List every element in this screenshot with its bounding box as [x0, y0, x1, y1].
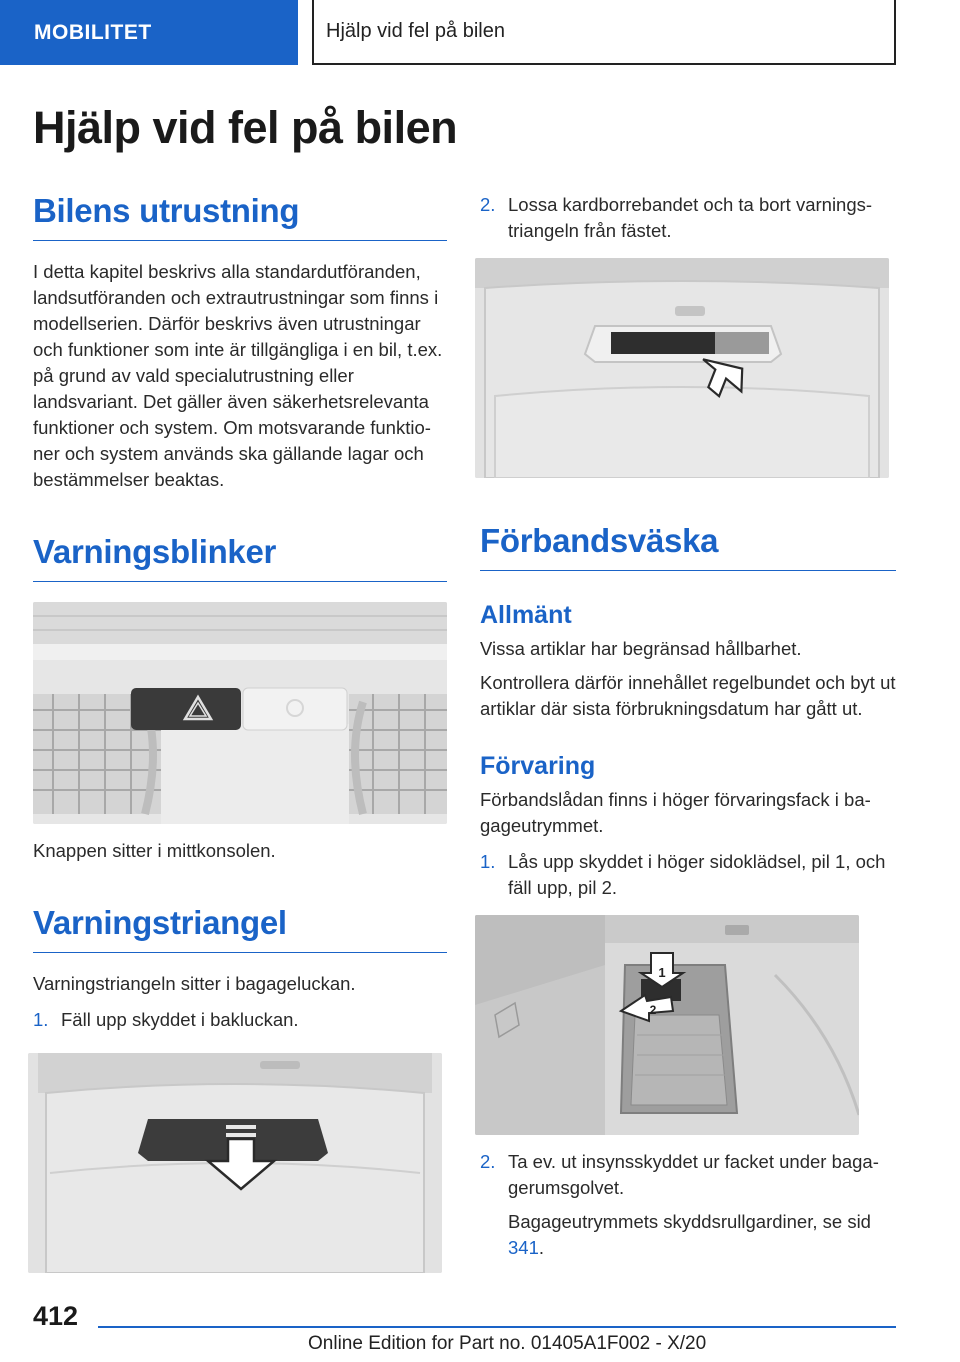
section-tab [0, 0, 298, 65]
page-number: 412 [33, 1301, 79, 1331]
footer-edition: Online Edition for Part no. 01405A1F002 - X/20 [308, 1333, 707, 1354]
step-text: Lås upp skyddet i höger sidoklädsel, pil 1, och fäll upp, pil 2. [508, 851, 886, 898]
arrow-2-label: 2 [649, 1003, 657, 1017]
allmant-text-1: Vissa artiklar har begränsad hållbarhet. [480, 638, 802, 659]
step-2-reference [480, 1209, 896, 1261]
forvaring-text: Förbandslådan finns i höger förvaringsfack i ba‐gageutrymmet. [480, 789, 871, 836]
arrow-1-label: 1 [658, 965, 666, 980]
hazard-switch-illustration [33, 602, 447, 824]
trunk-compartment-image [475, 915, 859, 1135]
heading-forbandsvaska: Förbandsväska [480, 522, 896, 571]
section-label: MOBILITET [34, 20, 152, 44]
hazard-switch-image [33, 602, 447, 824]
triangle-bracket-image [475, 258, 889, 478]
heading-forvaring: Förvaring [480, 752, 596, 780]
tailgate-cover-image [28, 1053, 442, 1273]
page-title: Hjälp vid fel på bilen [33, 102, 458, 153]
page-reference-link[interactable]: 341 [508, 1237, 539, 1258]
tailgate-cover-illustration [28, 1053, 442, 1273]
chapter-label: Hjälp vid fel på bilen [326, 20, 505, 42]
varningsblinker-caption: Knappen sitter i mittkonsolen. [33, 840, 276, 861]
footer-divider [98, 1326, 896, 1328]
varningstriangel-intro: Varningstriangeln sitter i bagageluckan. [33, 973, 356, 994]
trunk-compartment-illustration [475, 915, 859, 1135]
step-text: Fäll upp skyddet i bakluckan. [61, 1009, 299, 1030]
reference-end: . [538, 1237, 545, 1258]
heading-bilens-utrustning: Bilens utrustning [33, 192, 447, 241]
step-number: 1. [480, 851, 496, 872]
heading-varningsblinker: Varningsblinker [33, 533, 447, 582]
reference-text: Bagageutrymmets skyddsrullgardiner, se sid [508, 1211, 871, 1232]
forvaring-step-2 [480, 1149, 896, 1201]
step-number: 2. [480, 1151, 496, 1172]
heading-varningstriangel: Varningstriangel [33, 904, 447, 953]
left-column [33, 192, 447, 1273]
step-text: Lossa kardborrebandet och ta bort varnings‐triangeln från fästet. [508, 194, 873, 241]
right-column [480, 192, 896, 1261]
heading-allmant: Allmänt [480, 601, 572, 629]
forvaring-step-1 [480, 849, 896, 901]
step-text: Ta ev. ut insynsskyddet ur facket under baga‐gerumsgolvet. [508, 1151, 879, 1198]
triangel-step-2 [480, 192, 896, 244]
bilens-utrustning-text: I detta kapitel beskrivs alla standardutföranden, landsutföranden och extrautrustningar som finns i modellserien. Därför beskrivs även utrustningar och funktioner som inte är tillgängliga i en bil, t.ex. på grund av vald specialutrustning eller landsvariant. Det gäller även säkerhetsrelevanta funktioner och system. Om motsvarande funktio‐ner och system används ska gällande lagar och bestämmelser beaktas. [33, 261, 443, 490]
triangel-step-1 [33, 1007, 447, 1033]
step-number: 2. [480, 194, 496, 215]
triangle-bracket-illustration [475, 258, 889, 478]
allmant-text-2: Kontrollera därför innehållet regelbundet och byt ut artiklar där sista förbrukningsdatum har gått ut. [480, 672, 896, 719]
step-number: 1. [33, 1009, 49, 1030]
chapter-header [312, 0, 896, 65]
